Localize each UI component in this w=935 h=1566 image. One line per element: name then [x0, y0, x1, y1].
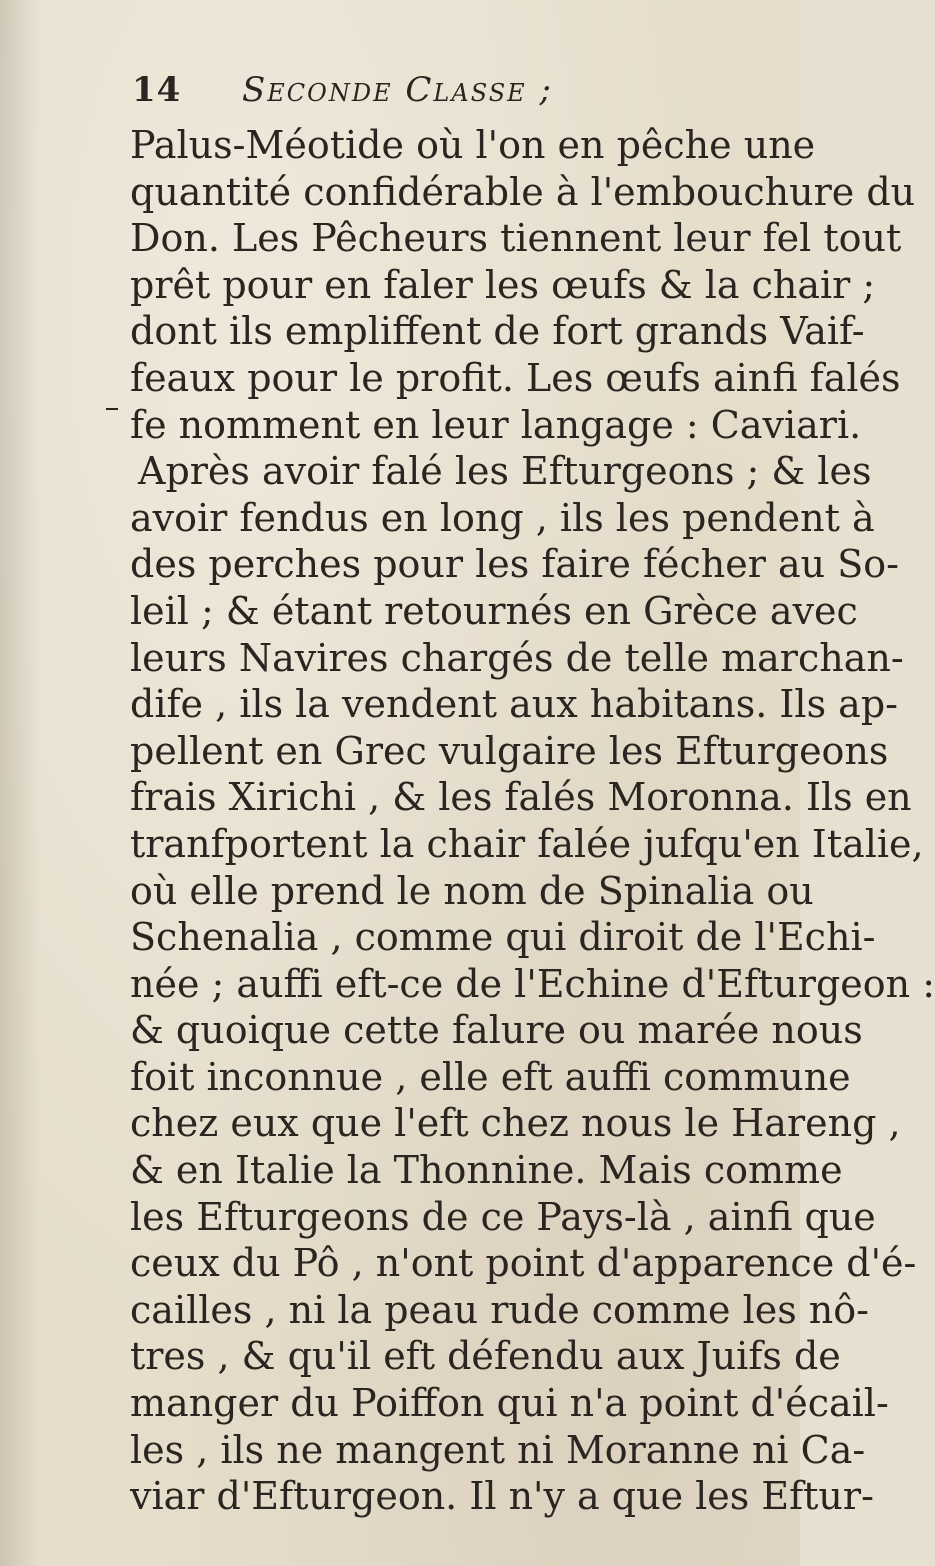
text-line: ceux du Pô , n'ont point d'apparence d'é-: [130, 1241, 917, 1286]
text-line: Palus-Méotide où l'on en pêche une: [130, 123, 816, 167]
text-line: & quoique cette falure ou marée nous: [130, 1008, 863, 1053]
text-line: manger du Poiffon qui n'a point d'écail-: [130, 1381, 889, 1426]
text-line: feaux pour le profit. Les œufs ainfi falés: [130, 355, 901, 400]
text-line: Après avoir falé les Efturgeons ; & les: [138, 449, 872, 494]
text-line: & en Italie la Thonnine. Mais comme: [130, 1148, 843, 1193]
text-line: foit inconnue , elle eft auffi commune: [130, 1054, 851, 1099]
text-line: avoir fendus en long , ils les pendent à: [130, 495, 875, 540]
text-line: Don. Les Pêcheurs tiennent leur fel tout: [130, 216, 902, 261]
text-line: quantité confidérable à l'embouchure du: [130, 169, 916, 214]
text-line: les Efturgeons de ce Pays-là , ainfi que: [130, 1194, 876, 1239]
text-line: dont ils empliffent de fort grands Vaif-: [130, 309, 865, 354]
text-line: les , ils ne mangent ni Moranne ni Ca-: [130, 1427, 866, 1472]
text-line: prêt pour en faler les œufs & la chair ;: [130, 262, 876, 307]
text-line: fe nomment en leur langage : Caviari.: [130, 402, 862, 447]
text-line: tranfportent la chair falée jufqu'en Italie,: [130, 821, 924, 866]
page-header: [132, 70, 732, 120]
text-line: née ; auffi eft-ce de l'Echine d'Efturgeon :: [130, 961, 935, 1006]
text-line: chez eux que l'eft chez nous le Hareng ,: [130, 1101, 901, 1146]
text-line: des perches pour les faire fécher au So-: [130, 542, 899, 587]
text-line: frais Xirichi , & les falés Moronna. Ils en: [130, 775, 912, 820]
text-line: leil ; & étant retournés en Grèce avec: [130, 588, 858, 633]
text-line: leurs Navires chargés de telle marchan-: [130, 635, 904, 680]
text-line: tres , & qu'il eft défendu aux Juifs de: [130, 1334, 841, 1379]
text-line: où elle prend le nom de Spinalia ou: [130, 868, 814, 913]
page-number: 14: [132, 70, 182, 110]
text-line: Schenalia , comme qui diroit de l'Echi-: [130, 915, 876, 960]
gutter-shadow: [0, 0, 40, 1566]
text-line: viar d'Efturgeon. Il n'y a que les Eftur-: [130, 1474, 874, 1519]
text-line: dife , ils la vendent aux habitans. Ils ap-: [130, 682, 898, 727]
text-line: cailles , ni la peau rude comme les nô-: [130, 1287, 869, 1332]
margin-mark: [106, 408, 118, 410]
text-line: pellent en Grec vulgaire les Efturgeons: [130, 728, 889, 773]
body-text: [130, 122, 935, 1520]
running-head: Seconde Classe ;: [242, 70, 553, 110]
